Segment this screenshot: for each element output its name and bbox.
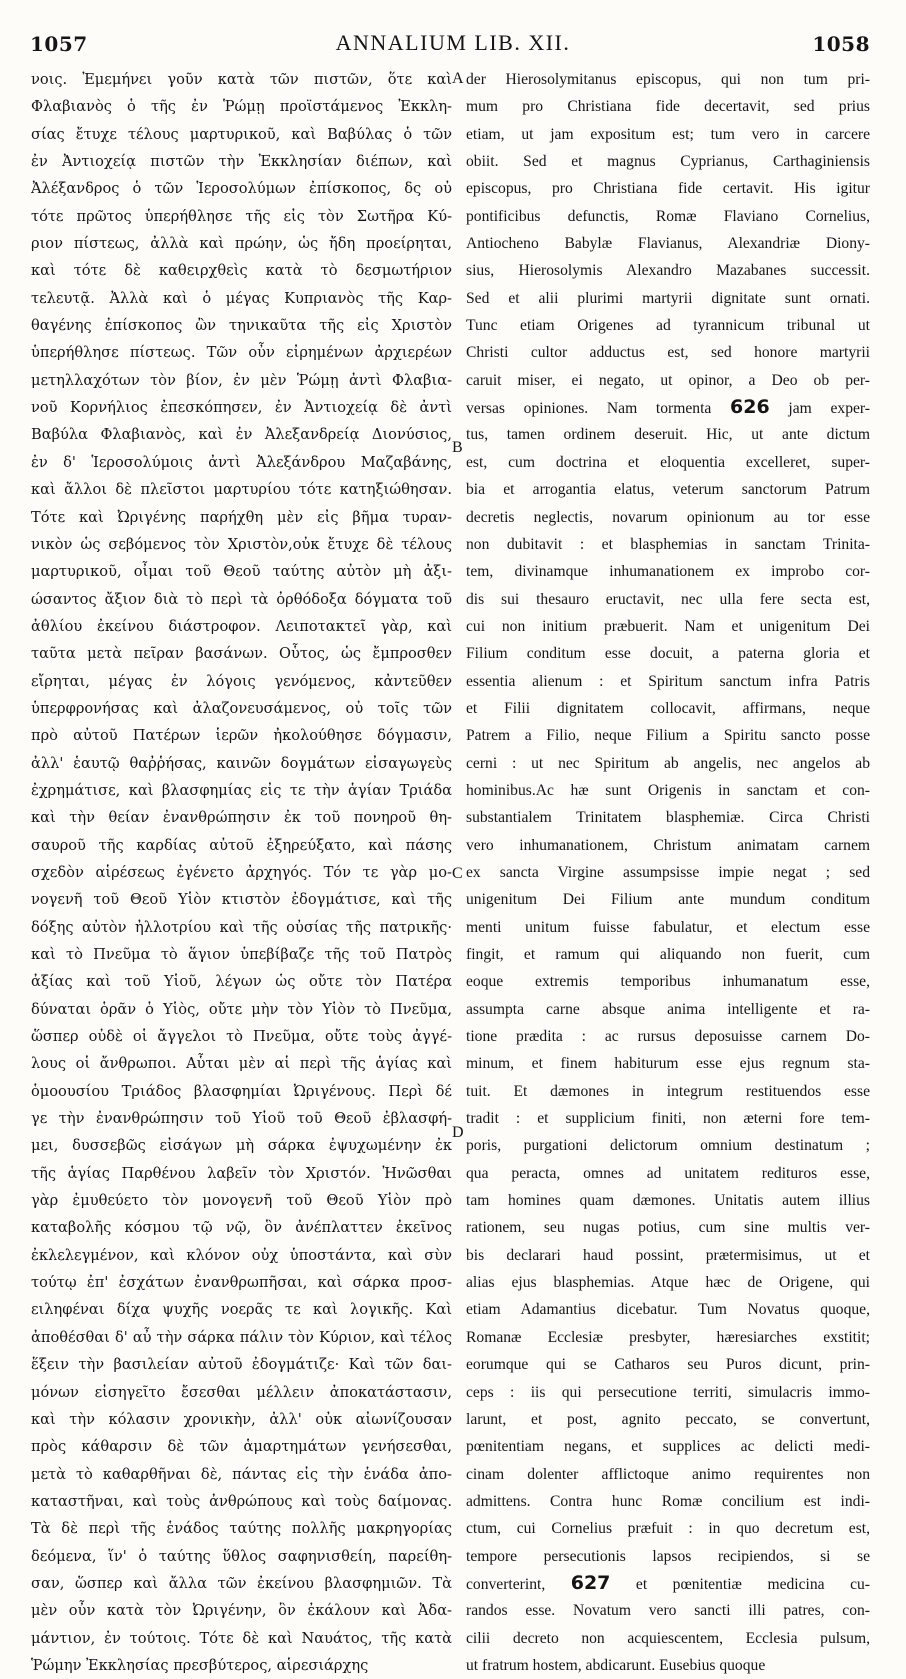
latin-text-line: decretis neglectis, novarum opinionum au tor esse [466, 508, 870, 526]
latin-text-line: ex sancta Virgine assumpsisse impie negat ; sed [466, 863, 870, 881]
latin-text-line: etiam Adamantius dicebatur. Tum Novatus quoque, [466, 1301, 870, 1319]
latin-text-line: assumpta carne absque anima intelligente et ra- [466, 1000, 870, 1018]
greek-text-line: ριον πίστεως, ἀλλὰ καὶ πρώην, ὡς ἤδη προείρηται, [31, 235, 452, 253]
greek-text-line: ἕξειν τὴν βασιλείαν αὐτοῦ ἐδογμάτιζε· Καὶ τῶν δαι- [31, 1356, 452, 1374]
latin-text-line: poris, purgationi delictorum omnium destinatum ; [466, 1137, 870, 1155]
greek-text-line: ὥσπερ οὐδὲ οἱ ἄγγελοι τὸ Πνεῦμα, οὔτε τοὺς ἀγγέ- [31, 1028, 452, 1046]
section-marker-c: C [452, 865, 463, 882]
latin-text-line: obiit. Sed et magnus Cyprianus, Carthaginiensis [466, 153, 870, 171]
latin-text-line: tuit. Et dæmones in integrum restituendos esse [466, 1082, 870, 1100]
greek-text-line: τούτῳ ἐπ' ἐσχάτων ἐνανθρωπῆσαι, καὶ σάρκα προσ- [31, 1274, 452, 1292]
latin-text-line: bis declarari haud possint, prætermisimus, ut et [466, 1246, 870, 1264]
latin-text-line: minum, et finem habiturum esse ejus regnum sta- [466, 1055, 870, 1073]
greek-text-line: καταστῆναι, καὶ τοὺς ἀνθρώπους καὶ τοὺς δαίμονας. [31, 1492, 452, 1510]
greek-text-line: Ἀλέξανδρος ὁ τῶν Ἱεροσολύμων ἐπίσκοπος, δς οὐ [31, 180, 452, 198]
greek-text-line: Τὰ δὲ περὶ τῆς ἑνάδος ταύτης πολλῆς μακρηγορίας [31, 1520, 452, 1538]
latin-text-line: cui non initium præbuerit. Nam et unigenitum Dei [466, 617, 870, 635]
latin-text-line: tempore persecutionis lapsos recipiendos, si se [466, 1547, 870, 1565]
latin-text-line: admittens. Contra hunc Romæ concilium est indi- [466, 1492, 870, 1510]
greek-text-line: σαυροῦ τῆς καρδίας αὐτοῦ ἐξηρεύξατο, καὶ πάσης [31, 836, 452, 854]
latin-text-line: tradit : et supplicium finiti, non æterni fore tem- [466, 1110, 870, 1128]
greek-text-line: λους οἱ ἄνθρωποι. Αὗται μὲν αἱ περὶ τῆς ἁγίας καὶ [31, 1055, 452, 1073]
greek-text-line: σχεδὸν αἱρέσεως ἐγένετο ἀρχηγός. Τόν τε γὰρ μο- [31, 863, 452, 881]
latin-text-line: converterint, 627 et pœnitentiæ medicina cu- [466, 1571, 870, 1594]
greek-text-line: μαρτυρικοῦ, οἶμαι τοῦ Θεοῦ ταύτης αὐτὸν μὴ ἀξι- [31, 563, 452, 581]
latin-text-line: tam homines quam dæmones. Unitatis autem illius [466, 1192, 870, 1210]
latin-text-line: episcopus, pro Christiana fide certavit. His igitur [466, 180, 870, 198]
latin-text-line: bia et arrogantia elatus, veterum sanctorum Patrum [466, 481, 870, 499]
greek-text-column [31, 66, 452, 1679]
latin-text-line: menti unitum fuisse fabulatur, et electum esse [466, 918, 870, 936]
greek-text-line: Βαβύλα Φλαβιανὸς, καὶ ἐν Ἀλεξανδρείᾳ Διονύσιος, [31, 426, 452, 444]
greek-text-line: Φλαβιανὸς ὁ τῆς ἐν Ῥώμῃ προϊστάμενος Ἐκκλη- [31, 98, 452, 116]
latin-text-line: unigenitum Dei Filium ante mundum conditum [466, 891, 870, 909]
greek-text-line: μετὰ τὸ καθαρθῆναι δὲ, πάντας εἰς τὴν ἑνάδα ἀπο- [31, 1465, 452, 1483]
latin-text-line: ctum, cui Cornelius præfuit : in quo decretum est, [466, 1520, 870, 1538]
greek-text-line: μει, δυσσεβῶς εἰσάγων μὴ σάρκα ἐψυχωμένην ἐκ [31, 1137, 452, 1155]
latin-text-line: randos esse. Novatum vero sancti illi patres, con- [466, 1602, 870, 1620]
greek-text-line: καὶ τότε δὲ καθειρχθεὶς κατὰ τὸ δεσμωτήριον [31, 262, 452, 280]
greek-text-line: ἐν Ἀντιοχείᾳ πιστῶν τὴν Ἐκκλησίαν διέπων, καὶ [31, 153, 452, 171]
greek-text-line: νικὸν ὡς σεβόμενος τὸν Χριστὸν,οὐκ ἔτυχε δὲ τέλους [31, 535, 452, 553]
greek-text-line: καὶ τὴν κόλασιν χρονικὴν, ἀλλ' οὐκ αἰωνίζουσαν [31, 1410, 452, 1428]
latin-text-line: non dubitavit : et blasphemias in sanctam Trinita- [466, 535, 870, 553]
greek-text-line: μόνων εἰσηγεῖτο ἔσεσθαι μέλλειν ἀποκατάστασιν, [31, 1383, 452, 1401]
latin-text-line: Sed et alii plurimi martyrii dignitate sunt ornati. [466, 289, 870, 307]
greek-text-line: νογενῆ τοῦ Θεοῦ Υἱὸν κτιστὸν ἐδογμάτισε, καὶ τῆς [31, 891, 452, 909]
latin-text-line: pœnitentiam negans, et supplices ac delicti medi- [466, 1438, 870, 1456]
latin-text-line: ceps : iis qui persecutione territi, simulacris immo- [466, 1383, 870, 1401]
latin-text-line: etiam, ut jam expositum est; tum vero in carcere [466, 125, 870, 143]
greek-text-line: σίας ἔτυχε τέλους μαρτυρικοῦ, καὶ Βαβύλας ὁ τῶν [31, 125, 452, 143]
greek-text-line: καὶ τὴν θείαν ἐνανθρώπησιν ἐκ τοῦ πονηροῦ θη- [31, 809, 452, 827]
latin-text-line: ut fratrum hostem, abdicarunt. Eusebius quoque [466, 1656, 766, 1674]
greek-text-line: καταβολῆς κόσμου τῷ νῷ, ὃν ἀνέπλαττεν ἐκεῖνος [31, 1219, 452, 1237]
latin-text-line: est, cum doctrina et eloquentia excelleret, super- [466, 453, 870, 471]
column-number: 627 [570, 1571, 611, 1594]
latin-text-line: larunt, et post, agnito peccato, se convertunt, [466, 1410, 870, 1428]
column-number: 626 [730, 396, 770, 419]
greek-text-line: ὑπερφρονήσας καὶ ἀλαζονευσάμενος, οὐ τοῖς τῶν [31, 699, 452, 717]
latin-text-line: tione prædita : ac rursus deposuisse carnem Do- [466, 1028, 870, 1046]
latin-text-line: cinam dolenter afflictoque animo requirentes non [466, 1465, 870, 1483]
latin-text-line: cilii decreto non acquiescentem, Ecclesia pulsum, [466, 1629, 870, 1647]
running-header [0, 26, 906, 60]
latin-text-line: Filium conditum esse docuit, a paterna gloria et [466, 645, 870, 663]
latin-text-line: et Filii dignitatem collocavit, affirmans, neque [466, 699, 870, 717]
section-marker-b: B [452, 439, 463, 456]
latin-text-column [466, 66, 870, 1679]
latin-text-line: tem, divinamque inhumanationem ex improbo cor- [466, 563, 870, 581]
greek-text-line: ἐν δ' Ἱεροσολύμοις ἀντὶ Ἀλεξάνδρου Μαζαβάνης, [31, 453, 452, 471]
greek-text-line: δεόμενα, ἵν' ὁ ταύτης ὕθλος σαφηνισθείη, παρείθη- [31, 1547, 452, 1565]
latin-text-line: tus, tamen ordinem deseruit. Hic, ut ante dictum [466, 426, 870, 444]
latin-text-line: dis sui thesauro eructavit, nec ulla fere secta est, [466, 590, 870, 608]
greek-text-line: νοις. Ἐμεμήνει γοῦν κατὰ τῶν πιστῶν, ὅτε καὶ [31, 71, 452, 88]
page-number-right: 1058 [812, 32, 870, 56]
greek-text-line: γε τὴν ἐνανθρώπησιν τοῦ Υἱοῦ τοῦ Θεοῦ ἐβλασφή- [31, 1110, 452, 1128]
greek-text-line: εἴρηται, μέγας ἐν λόγοις γενόμενος, κἀντεῦθεν [31, 672, 452, 690]
latin-text-line: Romanæ Ecclesiæ presbyter, hæresiarches exstitit; [466, 1328, 870, 1346]
latin-text-line: versas opiniones. Nam tormenta 626 jam exper- [466, 396, 870, 419]
greek-text-line: τότε πρῶτος ὑπερήθλησε τῆς εἰς τὸν Σωτῆρα Κύ- [31, 207, 452, 225]
section-marker-a: A [452, 70, 464, 87]
greek-text-line: ἀλλ' ἑαυτῷ θαῤῥήσας, καινῶν δογμάτων εἰσαγωγεὺς [31, 754, 452, 772]
latin-text-line: der Hierosolymitanus episcopus, qui non tum pri- [466, 71, 870, 88]
latin-text-line: eoque extremis temporibus inhumanatum esse, [466, 973, 870, 991]
greek-text-line: ταῦτα μετὰ πεῖραν βασάνων. Οὗτος, ὡς ἔμπροσθεν [31, 645, 452, 663]
greek-text-line: καὶ ἄλλοι δὲ πλεῖστοι μαρτυρίου τότε κατηξιώθησαν. [31, 481, 452, 499]
greek-text-line: τελευτᾷ. Ἀλλὰ καὶ ὁ μέγας Κυπριανὸς τῆς Καρ- [31, 289, 452, 307]
greek-text-line: μάντιον, ἐν τούτοις. Τότε δὲ καὶ Ναυάτος, τῆς κατὰ [31, 1629, 452, 1647]
greek-text-line: ὁμοουσίου Τριάδος βλασφημίαι Ὠριγένους. Περὶ δέ [31, 1082, 452, 1100]
greek-text-line: μετηλλαχότων τὸν βίον, ἐν μὲν Ῥώμῃ ἀντὶ Φλαβια- [31, 371, 452, 389]
greek-text-line: ὑπερήθλησε πίστεως. Τῶν οὖν εἰρημένων ἀρχιερέων [31, 344, 452, 362]
greek-text-line: καὶ τὸ Πνεῦμα τὸ ἅγιον ὑπεβίβαζε τῆς τοῦ Πατρὸς [31, 946, 452, 963]
latin-text-line: cerni : ut nec Spiritum ab angelis, nec angelos ab [466, 754, 870, 772]
greek-text-line: σαν, ὥσπερ καὶ ἄλλα τῶν ἐκείνου βλασφημιῶν. Τὰ [31, 1574, 452, 1592]
greek-text-line: γὰρ ἐμυθεύετο τὸν μονογενῆ τοῦ Θεοῦ Υἱὸν πρὸ [31, 1192, 452, 1210]
latin-text-line: Patrem a Filio, neque Filium a Spiritu sancto posse [466, 727, 870, 745]
greek-text-line: θαγένης ἐπίσκοπος ὢν τηνικαῦτα τῆς εἰς Χριστὸν [31, 317, 452, 335]
latin-text-line: essentia alienum : et Spiritum sanctum infra Patris [466, 672, 870, 690]
latin-text-line: Christi cultor adductus est, sed honore martyrii [466, 344, 870, 362]
greek-text-line: τῆς ἁγίας Παρθένου λαβεῖν τὸν Χριστόν. Ἠνῶσθαι [31, 1164, 452, 1182]
latin-text-line: hominibus.Ac hæ sunt Origenis in sanctam et con- [466, 781, 870, 799]
greek-text-line: πρὸ αὐτοῦ Πατέρων ἱερῶν ἠκολούθησε δόγμασιν, [31, 727, 452, 745]
greek-text-line: ἀποθέσθαι δ' αὖ τὴν σάρκα πάλιν τὸν Κύριον, καὶ τέλος [31, 1328, 452, 1346]
greek-text-line: νοῦ Κορνήλιος ἐπεσκόπησεν, ἐν Ἀντιοχείᾳ δὲ ἀντὶ [31, 399, 452, 417]
greek-text-line: ἐκλελεγμένον, καὶ κλόνον οὐχ ὑποστάντα, καὶ σὺν [31, 1246, 452, 1264]
latin-text-line: fingit, et ramum qui aliquando non fuerit, cum [466, 946, 870, 963]
greek-text-line: ειληφέναι δίχα ψυχῆς νοερᾶς τε καὶ λογικῆς. Καὶ [31, 1301, 452, 1319]
latin-text-line: vero inhumanationem, Christum animatam carnem [466, 836, 870, 854]
latin-text-line: rationem, seu nugas potius, cum sine multis ver- [466, 1219, 870, 1237]
greek-text-line: Ῥώμην Ἐκκλησίας πρεσβύτερος, αἱρεσιάρχης [31, 1656, 369, 1674]
latin-text-line: Antiocheno Babylæ Flavianus, Alexandriæ Diony- [466, 235, 870, 253]
greek-text-line: ἀθλίου ἐκείνου διάστροφον. Λειποτακτεῖ γὰρ, καὶ [31, 617, 452, 635]
greek-text-line: πρὸς κάθαρσιν δὲ τῶν ἁμαρτημάτων γενήσεσθαι, [31, 1438, 452, 1456]
section-marker-d: D [452, 1124, 464, 1141]
greek-text-line: δόξης αὐτὸν ἠλλοτρίου καὶ τῆς οὐσίας τῆς πατρικῆς· [31, 918, 452, 936]
latin-text-line: substantialem Trinitatem blasphemiæ. Circa Christi [466, 809, 870, 827]
page-number-left: 1057 [30, 32, 88, 56]
latin-text-line: pontificibus defunctis, Romæ Flaviano Cornelius, [466, 207, 870, 225]
greek-text-line: δύναται ὁρᾶν ὁ Υἱὸς, οὔτε μὴν τὸν Υἱὸν τὸ Πνεῦμα, [31, 1000, 452, 1018]
latin-text-line: Tunc etiam Origenes ad tyrannicum tribunal ut [466, 317, 870, 335]
latin-text-line: alias ejus blasphemias. Atque hæc de Origene, qui [466, 1274, 870, 1292]
latin-text-line: mum pro Christiana fide decertavit, sed prius [466, 98, 870, 116]
greek-text-line: ἀξίας καὶ τοῦ Υἱοῦ, λέγων ὡς οὔτε τὸν Πατέρα [31, 973, 452, 991]
greek-text-line: ώσαντος ἄξιον διὰ τὸ περὶ τὰ ὀρθόδοξα δόγματα τοῦ [31, 590, 452, 608]
latin-text-line: eorumque qui se Catharos seu Puros dicunt, prin- [466, 1356, 870, 1374]
greek-text-line: ἐχρημάτισε, καὶ βλασφημίας εἰς τε τὴν ἁγίαν Τριάδα [31, 781, 452, 799]
latin-text-line: sius, Hierosolymis Alexandro Mazabanes successit. [466, 262, 870, 280]
greek-text-line: μὲν οὖν κατὰ τὸν Ὠριγένην, ὃν ἐκάλουν καὶ Ἀδα- [31, 1602, 452, 1620]
running-title: ANNALIUM LIB. XII. [335, 30, 571, 55]
latin-text-line: qua peracta, omnes ad unitatem redituros esse, [466, 1164, 870, 1182]
latin-text-line: caruit miser, ei negato, ut opinor, a Deo ob per- [466, 371, 870, 389]
greek-text-line: Τότε καὶ Ὠριγένης παρήχθη μὲν εἰς βῆμα τυραν- [31, 508, 452, 526]
